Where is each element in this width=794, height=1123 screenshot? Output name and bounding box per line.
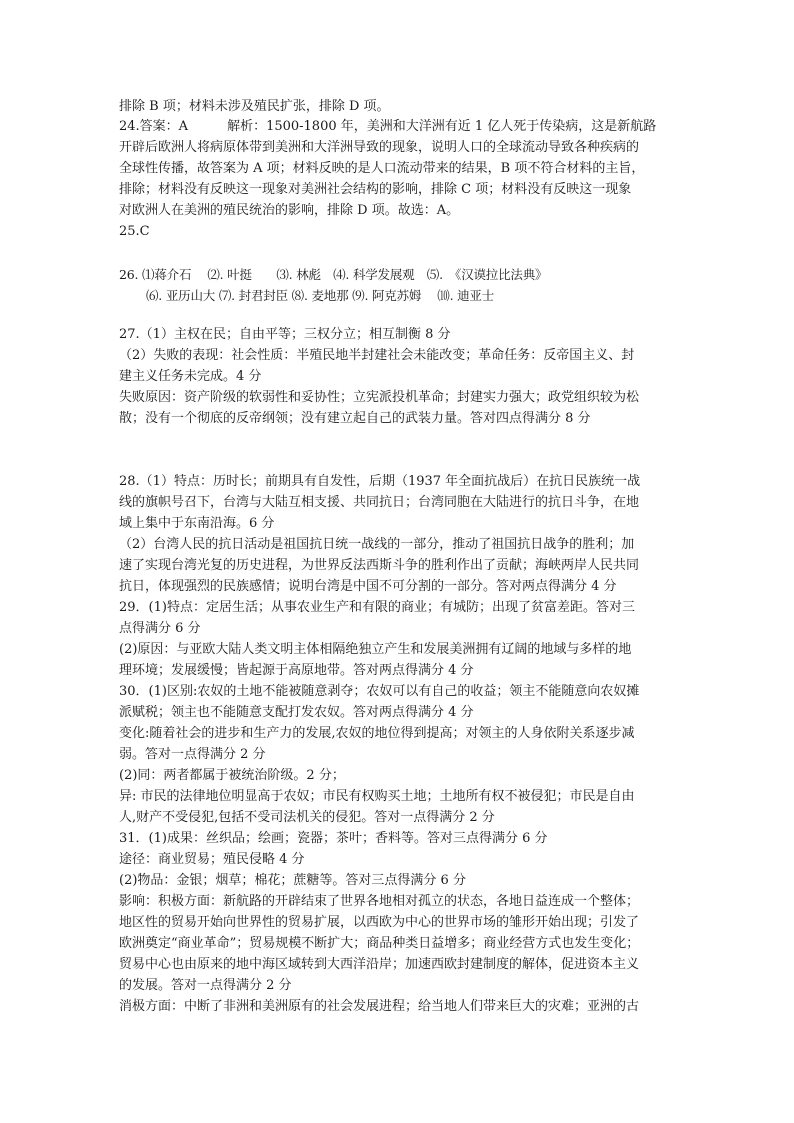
text-line: 弱。答对一点得满分 2 分	[119, 747, 266, 762]
text-line: 欧洲奠定“商业革命”；贸易规模不断扩大；商品种类日益增多；商业经营方式也发生变化；	[119, 936, 640, 951]
text-line: 24.答案：A 解析：1500-1800 年，美洲和大洋洲有近 1 亿人死于传染病，这是新航路	[119, 119, 657, 134]
text-line: （2）台湾人民的抗日活动是祖国抗日统一战线的一部分，推动了祖国抗日战争的胜利；加	[119, 537, 635, 552]
text-line: 的发展。答对一点得满分 2 分	[119, 978, 292, 993]
text-line: 28.（1）特点：历时长；前期具有自发性，后期（1937 年全面抗战后）在抗日民族统一战	[119, 474, 641, 489]
text-line: 对欧洲人在美洲的殖民统治的影响，排除 D 项。故选：A。	[119, 203, 460, 218]
text-line: 建主义任务未完成。4 分	[119, 369, 262, 384]
text-line: 派赋税；领主也不能随意支配打发农奴。答对两点得满分 4 分	[119, 705, 474, 720]
text-line: 贸易中心也由原来的地中海区域转到大西洋沿岸；加速西欧封建制度的解体，促进资本主义	[119, 957, 640, 972]
text-line: 速了实现台湾光复的历史进程，为世界反法西斯斗争的胜利作出了贡献；海峡两岸人民共同	[119, 558, 640, 573]
text-line: 排除 B 项；材料未涉及殖民扩张，排除 D 项。	[119, 99, 390, 114]
text-line: 影响：积极方面：新航路的开辟结束了世界各地相对孤立的状态，各地日益连成一个整体；	[119, 894, 640, 909]
text-line: 散；没有一个彻底的反帝纲领；没有建立起自己的武装力量。答对四点得满分 8 分	[119, 411, 591, 426]
text-line: 异: 市民的法律地位明显高于农奴；市民有权购买土地；土地所有权不被侵犯；市民是自由	[119, 789, 635, 804]
text-line: 点得满分 6 分	[119, 621, 201, 636]
text-line: 27.（1）主权在民；自由平等；三权分立；相互制衡 8 分	[119, 327, 451, 342]
text-line: （2）失败的表现：社会性质：半殖民地半封建社会未能改变；革命任务：反帝国主义、封	[119, 348, 635, 363]
text-line: 25.C	[119, 224, 150, 239]
text-line: 消极方面：中断了非洲和美洲原有的社会发展进程；给当地人们带来巨大的灾难；亚洲的古	[119, 999, 640, 1014]
text-line: 排除；材料没有反映这一现象对美洲社会结构的影响，排除 C 项；材料没有反映这一现象	[119, 182, 632, 197]
text-line: ⑹. 亚历山大 ⑺. 封君封臣 ⑻. 麦地那 ⑼. 阿克苏姆 ⑽. 迪亚士	[146, 288, 495, 303]
text-line: 26. ⑴蒋介石 ⑵. 叶挺 ⑶. 林彪 ⑷. 科学发展观 ⑸. 《汉谟拉比法典》	[119, 267, 548, 282]
text-line: 失败原因：资产阶级的软弱性和妥协性；立宪派投机革命；封建实力强大；政党组织较为松	[119, 390, 640, 405]
text-line: (2)同：两者都属于被统治阶级。2 分；	[119, 768, 345, 783]
text-line: 变化:随着社会的进步和生产力的发展,农奴的地位得到提高；对领主的人身依附关系逐步减	[119, 726, 635, 741]
text-line: (2)原因：与亚欧大陆人类文明主体相隔绝独立产生和发展美洲拥有辽阔的地域与多样的地	[119, 642, 632, 657]
text-line: 人,财产不受侵犯,包括不受司法机关的侵犯。答对一点得满分 2 分	[119, 810, 495, 825]
text-line: 地区性的贸易开始向世界性的贸易扩展，以西欧为中心的世界市场的雏形开始出现；引发了	[119, 915, 640, 930]
text-line: (2)物品：金银；烟草；棉花；蔗糖等。答对三点得满分 6 分	[119, 873, 466, 888]
text-line: 理环境；发展缓慢；皆起源于高原地带。答对两点得满分 4 分	[119, 663, 474, 678]
text-line: 29．(1)特点：定居生活；从事农业生产和有限的商业；有城防；出现了贫富差距。答对三	[119, 600, 635, 615]
text-line: 域上集中于东南沿海。6 分	[119, 516, 275, 531]
text-line: 途径：商业贸易；殖民侵略 4 分	[119, 852, 305, 867]
text-line: 开辟后欧洲人将病原体带到美洲和大洋洲导致的现象，说明人口的全球流动导致各种疾病的	[119, 140, 640, 155]
text-line: 30．(1)区别:农奴的土地不能被随意剥夺；农奴可以有自己的收益；领主不能随意向农奴摊	[119, 684, 640, 699]
text-line: 抗日，体现强烈的民族感情；说明台湾是中国不可分割的一部分。答对两点得满分 4 分	[119, 579, 617, 594]
text-line: 线的旗帜号召下，台湾与大陆互相支援、共同抗日；台湾同胞在大陆进行的抗日斗争，在地	[119, 495, 640, 510]
text-line: 全球性传播，故答案为 A 项；材料反映的是人口流动带来的结果，B 项不符合材料的主旨，	[119, 161, 645, 176]
text-line: 31．(1)成果：丝织品；绘画；瓷器；茶叶；香料等。答对三点得满分 6 分	[119, 831, 548, 846]
